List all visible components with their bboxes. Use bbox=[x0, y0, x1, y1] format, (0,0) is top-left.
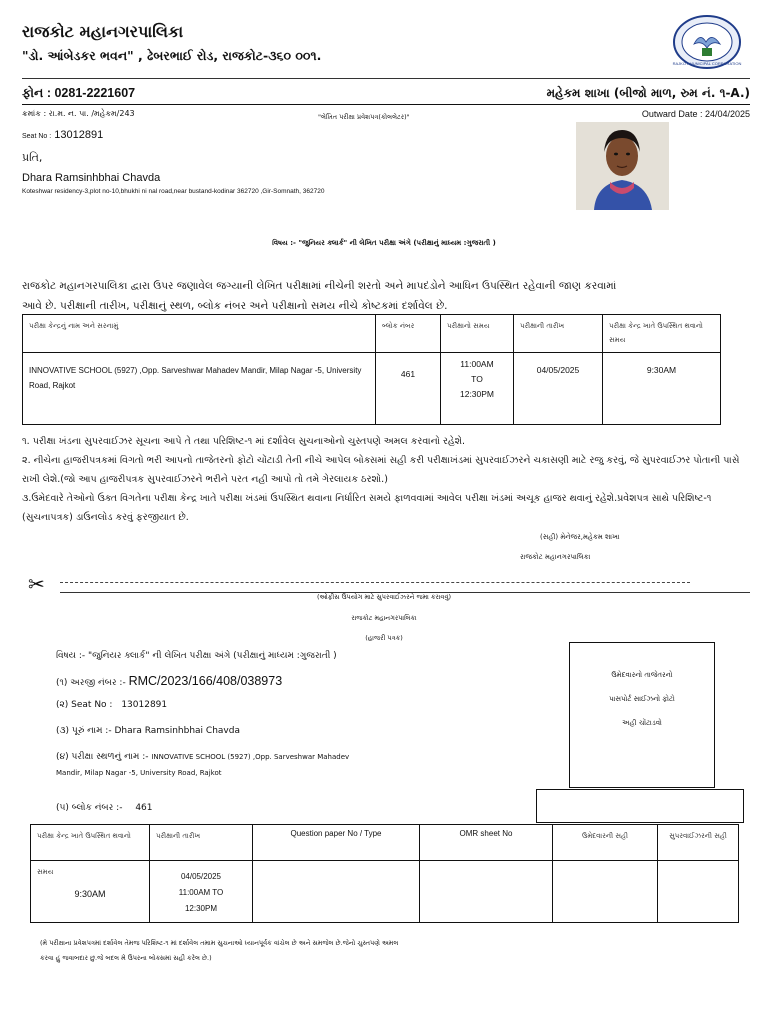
header-divider bbox=[22, 78, 750, 79]
photo-box-line-2: પાસપોર્ટ સાઈઝનો ફોટો bbox=[609, 695, 675, 703]
signature-box[interactable] bbox=[536, 789, 744, 823]
att-report-time: 9:30AM bbox=[74, 889, 106, 899]
cutoff-block bbox=[56, 803, 153, 813]
cutoff-center-line2: Mandir, Milap Nagar -5, University Road, Rajkot bbox=[56, 769, 222, 777]
candidate-signature-field[interactable] bbox=[553, 861, 658, 923]
declaration-line-2: કરવા હું જવાબદાર છું.જે બદલ મે ઉપરના બોક્સમાં સહી કરેલ છે.) bbox=[40, 954, 212, 962]
att-date: 04/05/2025 bbox=[180, 872, 222, 881]
att-col-omr: OMR sheet No bbox=[420, 825, 553, 861]
seat-value: 13012891 bbox=[54, 129, 104, 141]
attendance-table bbox=[30, 824, 739, 923]
att-date-cell bbox=[150, 861, 253, 923]
omr-sheet-field[interactable] bbox=[420, 861, 553, 923]
cutoff-subject: વિષય :- "જુનિયર ક્લાર્ક" ની લેખિત પરીક્ષા અંગે (પરીક્ષાનું માધ્યમ :ગુજરાતી ) bbox=[56, 651, 337, 661]
instructions bbox=[22, 432, 748, 527]
cutoff-seat-label: (૨) Seat No : bbox=[56, 700, 113, 710]
center-address: INNOVATIVE SCHOOL (5927) ,Opp. Sarveshwar Mahadev Mandir, Milap Nagar -5, University Road, Rajkot bbox=[23, 353, 376, 425]
seat-number bbox=[22, 129, 103, 141]
att-time-label: સમય bbox=[37, 868, 54, 876]
question-paper-field[interactable] bbox=[253, 861, 420, 923]
exam-time-to: TO bbox=[471, 374, 483, 384]
reference-number: ક્રમાંક : રા.મ. ન. પા. /મહેકમ/243 bbox=[22, 109, 135, 118]
cutoff-center bbox=[56, 752, 349, 762]
photo-box-line-1: ઉમેદવારનો તાજેતરનો bbox=[611, 671, 673, 679]
att-time-start: 11:00AM TO bbox=[178, 888, 224, 897]
cutoff-org: રાજકોટ મહાનગરપાલિકા bbox=[351, 614, 417, 622]
logo-caption: RAJKOT MUNICIPAL CORPORATION bbox=[672, 61, 742, 66]
letter-type: "લેખિત પરીક્ષા પ્રવેશપત્ર(કોલલેટર)" bbox=[318, 113, 410, 121]
photo-box-line-3: અહી ચોંટાડવો bbox=[622, 719, 662, 727]
cut-divider bbox=[60, 592, 750, 593]
photo-box[interactable] bbox=[569, 642, 715, 788]
signatory-org: રાજકોટ મહાનગરપાલિકા bbox=[520, 553, 591, 561]
body-text bbox=[22, 276, 742, 316]
cutoff-block-value: 461 bbox=[135, 803, 153, 813]
att-report-cell bbox=[31, 861, 150, 923]
declaration bbox=[40, 936, 740, 966]
att-col-supervisor-sign: સુપરવાઈઝરની સહી bbox=[658, 825, 739, 861]
outward-date: Outward Date : 24/04/2025 bbox=[641, 109, 750, 119]
instruction-1: ૧. પરીક્ષા ખંડના સુપરવાઈઝર સૂચના આપે તે તથા પરિશિષ્ટ-૧ માં દર્શાવેલ સુચનાઓનો ચુસ્તપણે અમલ કરવાનો રહેશે. bbox=[22, 436, 466, 447]
att-col-date: પરીક્ષાની તારીખ bbox=[150, 825, 253, 861]
header-divider-2 bbox=[22, 104, 750, 105]
salutation: પ્રતિ, bbox=[22, 151, 43, 164]
exam-time bbox=[441, 353, 514, 425]
cutoff-name bbox=[56, 726, 240, 736]
attendance-title: (હાજરી પત્રક) bbox=[365, 634, 403, 642]
candidate-name: Dhara Ramsinhbhai Chavda bbox=[22, 172, 161, 184]
exam-details-table bbox=[22, 314, 721, 425]
report-time: 9:30AM bbox=[603, 353, 721, 425]
body-line-1: રાજકોટ મહાનગરપાલિકા દ્વારા ઉપર જણાવેલ જગ્યાની લેખિત પરીક્ષામાં નીચેની શરતો અને માપદંડોને આધિન ઉપસ્થિત રહેવાની જાણ કરવામાં bbox=[22, 280, 617, 292]
att-time-end: 12:30PM bbox=[184, 904, 218, 913]
col-report-time: પરીક્ષા કેન્દ્ર ખાતે ઉપસ્થિત થવાનો સમય bbox=[603, 315, 721, 353]
col-center: પરીક્ષા કેન્દ્રનું નામ અને સરનામું bbox=[23, 315, 376, 353]
col-time: પરીક્ષાનો સમય bbox=[441, 315, 514, 353]
org-address: "ડો. આંબેડકર ભવન" , ઢેબરભાઈ રોડ, રાજકોટ-૩૬૦ ૦૦૧. bbox=[22, 48, 322, 63]
org-name: રાજકોટ મહાનગરપાલિકા bbox=[22, 22, 184, 41]
exam-time-start: 11:00AM bbox=[460, 359, 494, 369]
instruction-3: ૩.ઉમેદવારે તેઓનો ઉક્ત વિગતેના પરીક્ષા કેન્દ્ર ખાતે પરીક્ષા ખંડમાં ઉપસ્થિત થવાના નિર્ધારિત સમયે ફાળવવામાં આવેલ પરીક્ષા ખંડમાં અચૂક હાજર થવાનું રહેશે.પ્રવેશપત્ર સાથે પરિશિષ્ટ-૧ (સુચનાપત્રક) ડાઉનલોડ કરવું ફરજીયાત છે. bbox=[22, 493, 712, 523]
cutoff-center-line1: INNOVATIVE SCHOOL (5927) ,Opp. Sarveshwar Mahadev bbox=[151, 753, 350, 761]
supervisor-signature-field[interactable] bbox=[658, 861, 739, 923]
cut-line bbox=[60, 582, 690, 583]
application-label: (૧) અરજી નંબર :- bbox=[56, 678, 126, 688]
application-number bbox=[56, 674, 282, 688]
declaration-line-1: (મે પરીક્ષાના પ્રવેશપત્રમાં દર્શાવેલ તેમજ પરિશિષ્ટ-૧ માં દર્શાવેલ તમામ સુચનાઓ ધ્યાનપૂર્વક વાંચેલ છે અને સમજેલ છે.જેનો ચુસ્તપણે અમલ bbox=[40, 939, 399, 947]
cutoff-center-label: (૪) પરીક્ષા સ્થળનું નામ :- bbox=[56, 752, 149, 762]
instruction-2: ૨. નીચેના હાજરીપત્રકમાં વિગતો ભરી આપનો તાજેતરનો ફોટો ચોંટાડી તેની નીચે આપેલ બોક્સમાં સહી કરી પરીક્ષાખંડમાં સુપરવાઈઝરને ચકાસણી માટે રજુ કરવું, જે સુપરવાઈઝર પોતાની પાસે રાખી લેશે.(જો આપ હાજરીપત્રક સુપરવાઈઝરને ભરીને પરત નહી આપો તો તમે ગેરલાયક ઠરશો.) bbox=[22, 455, 740, 485]
col-block: બ્લોક નંબર bbox=[376, 315, 441, 353]
cutoff-seat bbox=[56, 700, 167, 710]
block-number: 461 bbox=[376, 353, 441, 425]
cutoff-name-value: Dhara Ramsinhbhai Chavda bbox=[114, 726, 240, 736]
department-name: મહેકમ શાખા (બીજો માળ, રુમ નં. ૧-A.) bbox=[546, 86, 750, 100]
scissors-icon: ✂ bbox=[28, 572, 45, 596]
cutoff-name-label: (૩) પૂરું નામ :- bbox=[56, 726, 112, 736]
exam-date: 04/05/2025 bbox=[514, 353, 603, 425]
body-line-2: આવે છે. પરીક્ષાની તારીખ, પરીક્ષાનું સ્થળ, બ્લોક નંબર અને પરીક્ષાનો સમય નીચે કોષ્ટકમાં દર્શાવેલ છે. bbox=[22, 300, 448, 312]
application-value: RMC/2023/166/408/038973 bbox=[128, 674, 283, 688]
exam-time-end: 12:30PM bbox=[459, 389, 495, 399]
candidate-address: Koteshwar residency-3,plot no-10,bhukhi ni nal road,near bustand-kodinar 362720 ,Gir-Somnath, 362720 bbox=[22, 188, 325, 195]
office-use-note: (ઓફીસ ઉપયોગ માટે સુપરવાઈઝરને જમા કરાવવું) bbox=[316, 593, 452, 601]
att-col-report: પરીક્ષા કેન્દ્ર ખાતે ઉપસ્થિત થવાનો bbox=[31, 825, 150, 861]
seat-label: Seat No : bbox=[22, 133, 52, 140]
phone-number: ફોન : 0281-2221607 bbox=[22, 86, 136, 100]
candidate-photo bbox=[576, 122, 669, 210]
cutoff-seat-value: 13012891 bbox=[121, 700, 168, 710]
rmc-logo bbox=[672, 14, 742, 70]
signatory-title: (સહી) મેનેજર,મહેકમ શાખા bbox=[540, 533, 620, 541]
col-date: પરીક્ષાની તારીખ bbox=[514, 315, 603, 353]
att-col-question: Question paper No / Type bbox=[253, 825, 420, 861]
subject-line: વિષય :- "જુનિયર ક્લાર્ક" ની લેખિત પરીક્ષા અંગે (પરીક્ષાનું માધ્યમ :ગુજરાતી ) bbox=[272, 239, 496, 247]
att-col-candidate-sign: ઉમેદવારની સહી bbox=[553, 825, 658, 861]
cutoff-block-label: (૫) બ્લોક નંબર :- bbox=[56, 803, 123, 813]
